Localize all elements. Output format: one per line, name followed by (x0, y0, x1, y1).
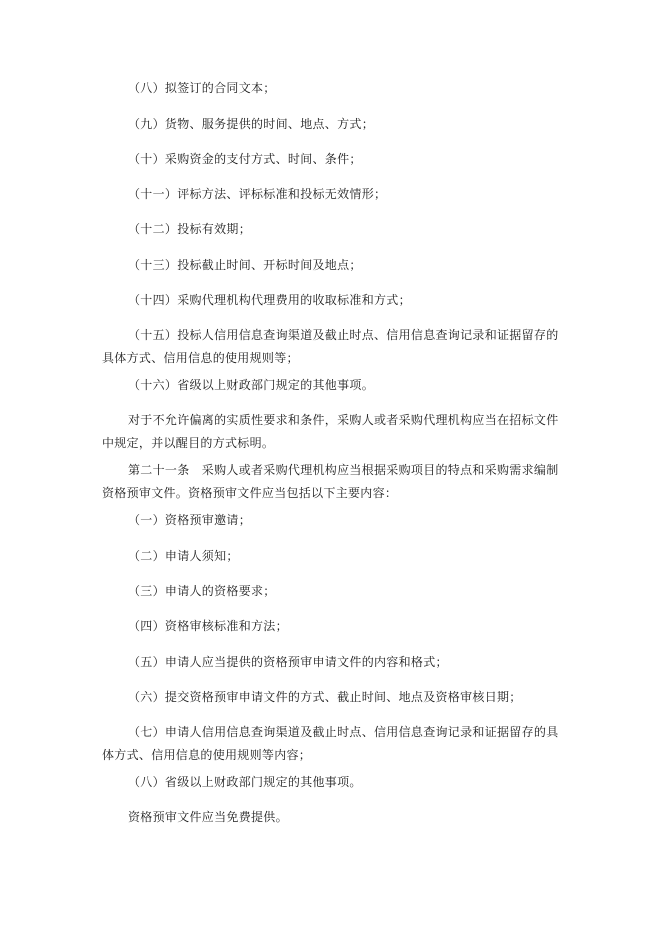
article-paragraph: 第二十一条 采购人或者采购代理机构应当根据采购项目的特点和采购需求编制资格预审文件。资格预审文件应当包括以下主要内容： (102, 463, 559, 500)
list-item: （八）拟签订的合同文本； (128, 81, 276, 95)
list-item: （十二）投标有效期； (128, 222, 252, 236)
paragraph: 对于不允许偏离的实质性要求和条件，采购人或者采购代理机构应当在招标文件中规定，并以醒目的方式标明。 (102, 413, 559, 450)
list-item: （三）申请人的资格要求； (128, 584, 276, 598)
list-item: （二）申请人须知； (128, 549, 239, 563)
paragraph: 资格预审文件应当免费提供。 (128, 810, 288, 824)
list-item: （六）提交资格预审申请文件的方式、截止时间、地点及资格审核日期； (128, 690, 522, 704)
list-item: （四）资格审核标准和方法； (128, 619, 288, 633)
list-item: （十六）省级以上财政部门规定的其他事项。 (128, 378, 375, 392)
list-item: （十四）采购代理机构代理费用的收取标准和方式； (128, 293, 411, 307)
list-item: （十）采购资金的支付方式、时间、条件； (128, 152, 362, 166)
list-item: （十三）投标截止时间、开标时间及地点； (128, 258, 362, 272)
list-item: （八）省级以上财政部门规定的其他事项。 (128, 775, 362, 789)
list-item: （十五）投标人信用信息查询渠道及截止时点、信用信息查询记录和证据留存的具体方式、信用信息的使用规则等； (102, 328, 559, 365)
list-item: （七）申请人信用信息查询渠道及截止时点、信用信息查询记录和证据留存的具体方式、信用信息的使用规则等内容； (102, 725, 559, 762)
list-item: （九）货物、服务提供的时间、地点、方式； (128, 117, 375, 131)
list-item: （一）资格预审邀请； (128, 513, 252, 527)
list-item: （十一）评标方法、评标标准和投标无效情形； (128, 187, 387, 201)
list-item: （五）申请人应当提供的资格预审申请文件的内容和格式； (128, 655, 448, 669)
